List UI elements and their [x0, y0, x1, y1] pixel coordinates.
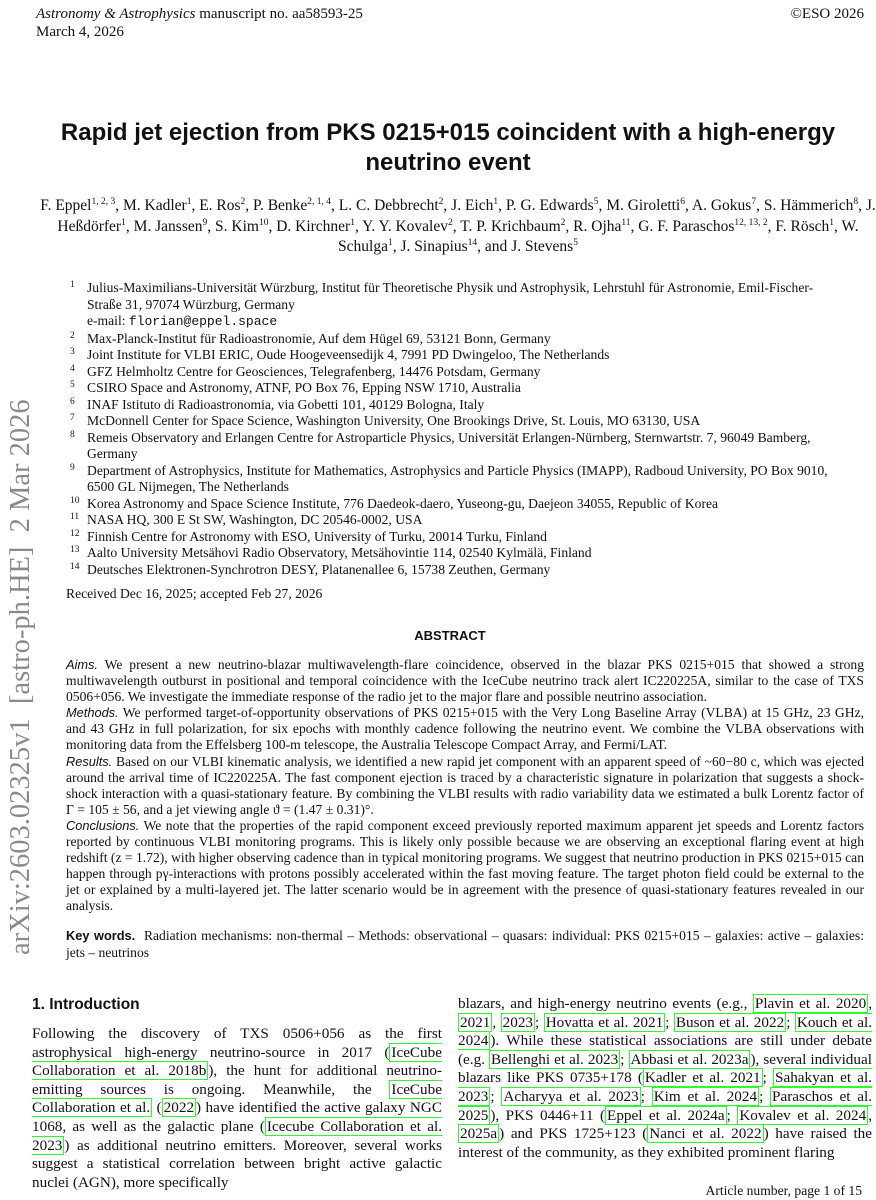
citation-link[interactable]: Kadler et al. 2021	[644, 1069, 761, 1087]
author-name: J. Heßdörfer	[57, 197, 876, 235]
manuscript-number: manuscript no. aa58593-25	[199, 6, 363, 22]
body-text: Following the discovery of TXS 0506+056 as the first astrophysical high-energy neutrino-source in 2017 (	[32, 1025, 442, 1061]
email-label: e-mail:	[87, 313, 129, 328]
author-name: J. Stevens	[511, 238, 574, 255]
author-name: M. Janssen	[133, 217, 203, 235]
abstract-conclusions	[66, 818, 864, 915]
citation-link[interactable]: Nanci et al. 2022	[649, 1125, 762, 1143]
email-link[interactable]: florian@eppel.space	[128, 314, 278, 329]
author-name: G. F. Paraschos	[638, 217, 735, 235]
author-list: F. Eppel$^{1, 2, 3}$, M. Kadler$^1$, E. Ros$^2$, P. Benke$^{2, 1, 4}$, L. C. Debbrecht$^2$, J. Eich$^1$, P. G. Edwards$^5$, M. Giroletti$^6$, A. Gokus$^7$, S. Hämmerich$^8$, J. Heßdörfer$^1$, M. Janssen$^9$, S. Kim$^{10}$, D. Kirchner$^1$, Y. Y. Kovalev$^2$, T. P. Krichbaum$^2$, R. Ojha$^{11}$, G. F. Paraschos$^{12, 13, 2}$, F. Rösch$^1$, W. Schulga$^1$, J. Sinapius$^{14}$, and J. Stevens$^5$	[40, 196, 876, 255]
body-text: ;	[786, 1013, 795, 1031]
author-affiliation-marks: 1	[493, 196, 499, 207]
citation-link[interactable]: Icecube Collaboration et al. 2023	[32, 1117, 442, 1154]
affiliation-number: 5	[70, 380, 75, 390]
affiliation-number: 8	[70, 429, 75, 440]
citation-link[interactable]: Buson et al. 2022	[675, 1013, 785, 1031]
affiliation-number: 10	[70, 495, 80, 506]
citation-link[interactable]: IceCube Collaboration et al.	[32, 1080, 442, 1117]
body-text: ), the hunt for additional neutrino-emitting sources is ongoing. Meanwhile, the	[32, 1062, 443, 1098]
affiliation-number: 11	[70, 512, 80, 522]
affiliation-text: Deutsches Elektronen-Synchrotron DESY, Platanenallee 6, 15738 Zeuthen, Germany	[87, 561, 551, 577]
affiliation-item	[66, 331, 842, 348]
author-name: M. Giroletti	[606, 197, 681, 214]
author-name: J. Sinapius	[400, 238, 468, 255]
author-affiliation-marks: 1, 2, 3	[91, 196, 116, 207]
body-text: ;	[726, 1106, 738, 1124]
methods-text: We performed target-of-opportunity observations of PKS 0215+015 with the Very Long Baseline Array (VLBA) at 15 GHz, 23 GHz, and 43 GHz in full polarization, for six epochs with monthly cadence following the neutrino event. We combine the VLBA observations with monitoring data from the Effelsberg 100-m telescope, the Australia Telescope Compact Array, and Fermi/LAT.	[66, 705, 865, 753]
citation-link[interactable]: Sahakyan et al. 2023	[458, 1069, 872, 1105]
author-affiliation-marks: 10	[258, 217, 269, 228]
affiliation-number: 2	[70, 330, 75, 341]
section-heading	[32, 996, 140, 1014]
methods-label: Methods.	[66, 705, 119, 721]
affiliation-text: Department of Astrophysics, Institute for Mathematics, Astrophysics and Particle Physics (IMAPP), Radboud University, PO Box 9010, 6500 GL Nijmegen, The Netherlands	[87, 462, 828, 494]
author-affiliation-marks: 12, 13, 2	[734, 217, 768, 228]
body-text: ,	[492, 1013, 501, 1031]
author-name: Y. Y. Kovalev	[362, 217, 448, 235]
affiliation-text: Aalto University Metsähovi Radio Observatory, Metsähovintie 114, 02540 Kylmälä, Finland	[87, 545, 592, 560]
citation-link[interactable]: IceCube Collaboration et al. 2018b	[32, 1043, 442, 1080]
author-affiliation-marks: 14	[467, 237, 478, 248]
author-name: A. Gokus	[691, 197, 752, 214]
paper-title: Rapid jet ejection from PKS 0215+015 coincident with a high-energy neutrino event	[60, 119, 836, 176]
abstract-heading: ABSTRACT	[414, 628, 486, 643]
body-text: ;	[762, 1069, 773, 1087]
body-text: ), several individual blazars like PKS 0735+178 (	[458, 1050, 872, 1087]
affiliation-text: INAF Istituto di Radioastronomia, via Gobetti 101, 40129 Bologna, Italy	[87, 396, 485, 412]
affiliation-number: 9	[70, 462, 75, 473]
affiliation-text: Julius-Maximilians-Universität Würzburg, Institut für Theoretische Physik und Astrophysik, Lehrstuhl für Astronomie, Emil-Fischer-Straße 31, 97074 Würzburg, Germany	[87, 280, 814, 312]
intro-column-left	[32, 1025, 442, 1192]
author-affiliation-marks: 11	[621, 217, 631, 228]
author-name: R. Ojha	[573, 217, 622, 235]
keywords-label: Key words.	[66, 928, 136, 943]
author-affiliation-marks: 2	[447, 217, 453, 228]
author-name: D. Kirchner	[276, 217, 351, 235]
body-text: ). While these statistical associations are still under debate (e.g.	[458, 1032, 872, 1068]
affiliation-number: 1	[70, 280, 75, 290]
citation-link[interactable]: 2022	[163, 1099, 195, 1117]
affiliation-item	[66, 545, 842, 562]
arxiv-stamp-text: arXiv:2603.02325v1 [astro-ph.HE] 2 Mar 2026	[5, 399, 36, 955]
citation-link[interactable]: 2025a	[460, 1125, 498, 1143]
body-text: ;	[490, 1087, 502, 1105]
citation-link[interactable]: Abbasi et al. 2023a	[630, 1050, 749, 1068]
affiliation-number: 13	[70, 545, 80, 555]
conclusions-label: Conclusions.	[66, 817, 140, 833]
affiliation-text: Remeis Observatory and Erlangen Centre for Astroparticle Physics, Universität Erlangen-Nürnberg, Sternwartstr. 7, 96049 Bamberg, Germany	[87, 429, 811, 461]
body-text: ;	[620, 1050, 629, 1068]
body-text: ) and PKS 1725+123 (	[499, 1125, 648, 1143]
abstract-body	[66, 657, 864, 915]
author-name: M. Kadler	[123, 197, 187, 214]
affiliation-item	[66, 430, 842, 463]
author-name: S. Kim	[215, 217, 259, 235]
affiliation-number: 7	[70, 413, 75, 423]
intro-column-right	[458, 995, 872, 1162]
abstract-aims	[66, 657, 864, 705]
author-affiliation-marks: 2	[560, 217, 566, 228]
affiliation-text: Korea Astronomy and Space Science Institute, 776 Daedeok-daero, Yuseong-gu, Daejeon 34055, Republic of Korea	[87, 495, 719, 511]
affiliation-text: Max-Planck-Institut für Radioastronomie, Auf dem Hügel 69, 53121 Bonn, Germany	[87, 330, 551, 346]
journal-name: Astronomy & Astrophysics	[36, 6, 196, 22]
affiliation-item	[66, 347, 842, 364]
citation-link[interactable]: Bellenghi et al. 2023	[491, 1050, 619, 1068]
body-text: ) as additional neutrino emitters. Moreover, several works suggest a statistical correlation between bright active galactic nuclei (AGN), more specifically	[32, 1136, 442, 1191]
affiliation-text: CSIRO Space and Astronomy, ATNF, PO Box 76, Epping NSW 1710, Australia	[87, 380, 521, 395]
affiliation-text: Joint Institute for VLBI ERIC, Oude Hoogeveensedijk 4, 7991 PD Dwingeloo, The Netherlands	[87, 347, 610, 362]
author-affiliation-marks: 5	[573, 237, 578, 248]
author-affiliation-marks: 5	[593, 196, 599, 207]
affiliation-item	[66, 463, 842, 496]
section-title: Introduction	[49, 996, 140, 1013]
body-text: ,	[868, 995, 872, 1012]
affiliation-number: 12	[70, 528, 80, 539]
citation-link[interactable]: Eppel et al. 2024a	[607, 1106, 725, 1124]
author-affiliation-marks: 1	[829, 217, 834, 228]
citation-link[interactable]: Paraschos et al. 2025	[458, 1087, 872, 1124]
affiliation-item	[66, 397, 842, 414]
citation-link[interactable]: 2021	[460, 1013, 491, 1031]
keywords	[66, 927, 864, 961]
author-affiliation-marks: 1	[350, 217, 355, 228]
body-text: ;	[665, 1013, 674, 1031]
running-header	[36, 6, 363, 23]
author-name: E. Ros	[199, 197, 241, 214]
author-affiliation-marks: 1	[387, 237, 393, 248]
citation-link[interactable]: Kovalev et al. 2024	[739, 1106, 867, 1124]
received-dates: Received Dec 16, 2025; accepted Feb 27, 2026	[66, 586, 323, 601]
author-name: T. P. Krichbaum	[460, 217, 561, 235]
author-name: P. Benke	[253, 197, 308, 214]
author-affiliation-marks: 8	[853, 196, 859, 207]
citation-link[interactable]: Kim et al. 2024	[653, 1087, 758, 1105]
author-affiliation-marks: 2	[438, 196, 444, 207]
citation-link[interactable]: Acharyya et al. 2023	[503, 1087, 639, 1105]
body-text: ;	[759, 1087, 771, 1105]
affiliation-text: NASA HQ, 300 E St SW, Washington, DC 20546-0002, USA	[87, 512, 423, 527]
results-label: Results.	[66, 753, 113, 769]
affiliation-number: 3	[70, 347, 75, 357]
body-text: ) have identified the active galaxy NGC 1068, as well as the galactic plane (	[32, 1099, 443, 1135]
author-name: F. Eppel	[40, 197, 92, 214]
author-affiliation-marks: 7	[751, 196, 757, 207]
affiliation-item	[66, 280, 842, 331]
author-name: W. Schulga	[338, 217, 859, 255]
body-text: ;	[640, 1087, 652, 1105]
affiliation-item	[66, 413, 842, 430]
author-name: L. C. Debbrecht	[338, 197, 439, 214]
affiliation-item	[66, 529, 842, 546]
affiliation-text: Finnish Centre for Astronomy with ESO, University of Turku, 20014 Turku, Finland	[87, 528, 547, 544]
body-text: ) have raised the interest of the community, as they exhibited prominent flaring	[458, 1125, 873, 1161]
citation-link[interactable]: Plavin et al. 2020	[754, 995, 867, 1012]
abstract-methods	[66, 705, 864, 753]
abstract-results	[66, 754, 864, 818]
affiliation-number: 14	[70, 561, 80, 572]
keywords-text: Radiation mechanisms: non-thermal – Methods: observational – quasars: individual: PKS 0215+015 – galaxies: active – galaxies: jets – neutrinos	[66, 928, 865, 960]
body-text: ;	[535, 1013, 544, 1031]
page-footer: Article number, page 1 of 15	[705, 1183, 862, 1198]
affiliation-number: 6	[70, 396, 75, 407]
affiliation-text: GFZ Helmholtz Centre for Geosciences, Telegrafenberg, 14476 Potsdam, Germany	[87, 363, 541, 379]
author-affiliation-marks: 2	[240, 196, 246, 207]
aims-label: Aims.	[66, 657, 98, 672]
results-text: Based on our VLBI kinematic analysis, we identified a new rapid jet component with an apparent speed of ~60−80 c, which was ejected around the arrival time of IC220225A. The fast component ejection is traced by a characteristic signature in polarization that suggests a shock-shock interaction with a quasi-stationary feature. By combining the VLBI results with radio variability data we estimated a bulk Lorentz factor of Γ = 105 ± 56, and a jet viewing angle ϑ = (1.47 ± 0.31)°.	[66, 753, 864, 817]
affiliation-number: 4	[70, 363, 75, 374]
affiliation-list	[66, 280, 842, 578]
body-text: ,	[868, 1106, 872, 1124]
affiliation-item	[66, 364, 842, 381]
affiliation-item	[66, 562, 842, 579]
author-name: F. Rösch	[775, 217, 830, 235]
author-affiliation-marks: 6	[680, 196, 685, 207]
body-text: blazars, and high-energy neutrino events (e.g.,	[458, 995, 753, 1012]
aims-text: We present a new neutrino-blazar multiwavelength-flare coincidence, observed in the blazar PKS 0215+015 that showed a strong multiwavelength outburst in positional and temporal coincidence with the IceCube neutrino track alert IC220225A, similar to the case of TXS 0506+056. We investigate the immediate response of the radio jet to the major flare and possible neutrino association.	[66, 657, 865, 705]
citation-link[interactable]: Kouch et al. 2024	[458, 1013, 872, 1050]
conclusions-text: We note that the properties of the rapid component exceed previously reported maximum apparent jet speeds and Lorentz factors reported by continuous VLBI monitoring programs. This is likely only possible because we are observing an exceptional flaring event at high redshift (z = 1.72), with higher observing cadence than in typical monitoring programs. We suggest that neutrino production in PKS 0215+015 can happen through pγ-interactions with protons possibly accelerated within the fast moving feature. The target photon field could be external to the jet or explained by a multi-layered jet. The latter scenario would be in agreement with the presence of quasi-stationary features revealed in our analysis.	[66, 817, 865, 914]
citation-link[interactable]: 2023	[502, 1013, 533, 1031]
author-name: J. Eich	[451, 197, 494, 214]
body-text: ), PKS 0446+11 (	[490, 1106, 606, 1124]
author-name: S. Hämmerich	[763, 197, 854, 214]
affiliation-text: McDonnell Center for Space Science, Washington University, One Brookings Drive, St. Louis, MO 63130, USA	[87, 413, 701, 428]
citation-link[interactable]: Hovatta et al. 2021	[545, 1013, 664, 1031]
author-affiliation-marks: 9	[202, 217, 208, 228]
affiliation-item	[66, 512, 842, 529]
author-affiliation-marks: 2, 1, 4	[307, 196, 332, 207]
body-text: (	[152, 1099, 162, 1117]
author-affiliation-marks: 1	[121, 217, 126, 228]
header-date: March 4, 2026	[36, 24, 124, 40]
author-affiliation-marks: 1	[186, 196, 192, 207]
affiliation-item	[66, 380, 842, 397]
affiliation-item	[66, 496, 842, 513]
copyright: ©ESO 2026	[790, 6, 864, 22]
section-number: 1.	[32, 996, 45, 1013]
author-name: P. G. Edwards	[505, 197, 594, 214]
